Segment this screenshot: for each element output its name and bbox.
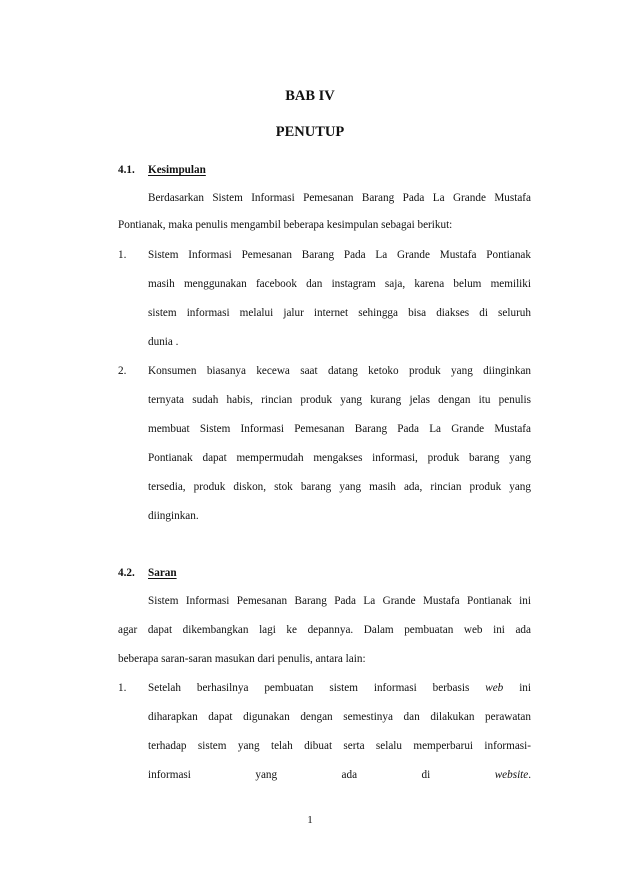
paragraph-line: Sistem Informasi Pemesanan Barang Pada La Grande Mustafa Pontianak ini	[148, 595, 531, 607]
list-item-line: tersedia, produk diskon, stok barang yang masih ada, rincian produk yang	[148, 481, 531, 493]
paragraph-line: Berdasarkan Sistem Informasi Pemesanan Barang Pada La Grande Mustafa	[148, 192, 531, 204]
line-word: informasi	[148, 769, 191, 781]
section-heading-kesimpulan	[118, 163, 531, 177]
list-item-line: ternyata sudah habis, rincian produk yang kurang jelas dengan itu penulis	[148, 394, 531, 406]
italic-term: web	[485, 682, 504, 694]
line-word: di	[421, 769, 431, 781]
list-marker: 2.	[118, 365, 127, 377]
page-number: 1	[307, 814, 313, 826]
section-title: Saran	[148, 567, 177, 579]
list-item-line: masih menggunakan facebook dan instagram saja, karena belum memiliki	[148, 278, 531, 290]
paragraph-line: Pontianak, maka penulis mengambil beberapa kesimpulan sebagai berikut:	[118, 219, 453, 231]
line-word: yang	[255, 769, 278, 781]
chapter-label: BAB IV	[285, 88, 335, 104]
list-item-line: sistem informasi melalui jalur internet sehingga bisa diakses di seluruh	[148, 307, 531, 319]
list-item-line: diinginkan.	[148, 510, 199, 522]
list-item-line: diharapkan dapat digunakan dengan semestinya dan dilakukan perawatan	[148, 711, 531, 723]
section-number: 4.1.	[118, 164, 135, 176]
paragraph-line: beberapa saran-saran masukan dari penulis, antara lain:	[118, 653, 366, 665]
chapter-title: PENUTUP	[275, 124, 345, 140]
list-item-line: membuat Sistem Informasi Pemesanan Barang Pada La Grande Mustafa	[148, 423, 531, 435]
list-marker: 1.	[118, 682, 127, 694]
line-punctuation: .	[528, 769, 532, 781]
list-item-line	[148, 681, 531, 695]
paragraph-line: agar dapat dikembangkan lagi ke depannya. Dalam pembuatan web ini ada	[118, 624, 531, 636]
italic-term: website	[494, 769, 529, 781]
list-item-line: Sistem Informasi Pemesanan Barang Pada La Grande Mustafa Pontianak	[148, 249, 531, 261]
line-word: ada	[341, 769, 358, 781]
list-item-line: terhadap sistem yang telah dibuat serta selalu memperbarui informasi-	[148, 740, 531, 752]
list-item-line: dunia .	[148, 336, 179, 348]
line-word	[495, 769, 531, 781]
list-marker: 1.	[118, 249, 127, 261]
list-item-line: Konsumen biasanya kecewa saat datang ketoko produk yang diinginkan	[148, 365, 531, 377]
section-title: Kesimpulan	[148, 164, 206, 176]
section-number: 4.2.	[118, 567, 135, 579]
list-item-line: Pontianak dapat mempermudah mengakses informasi, produk barang yang	[148, 452, 531, 464]
section-heading-saran	[118, 566, 531, 580]
line-text: Setelah berhasilnya pembuatan sistem informasi berbasis	[148, 682, 470, 694]
line-text: ini	[519, 682, 531, 694]
list-item-line	[148, 768, 531, 782]
